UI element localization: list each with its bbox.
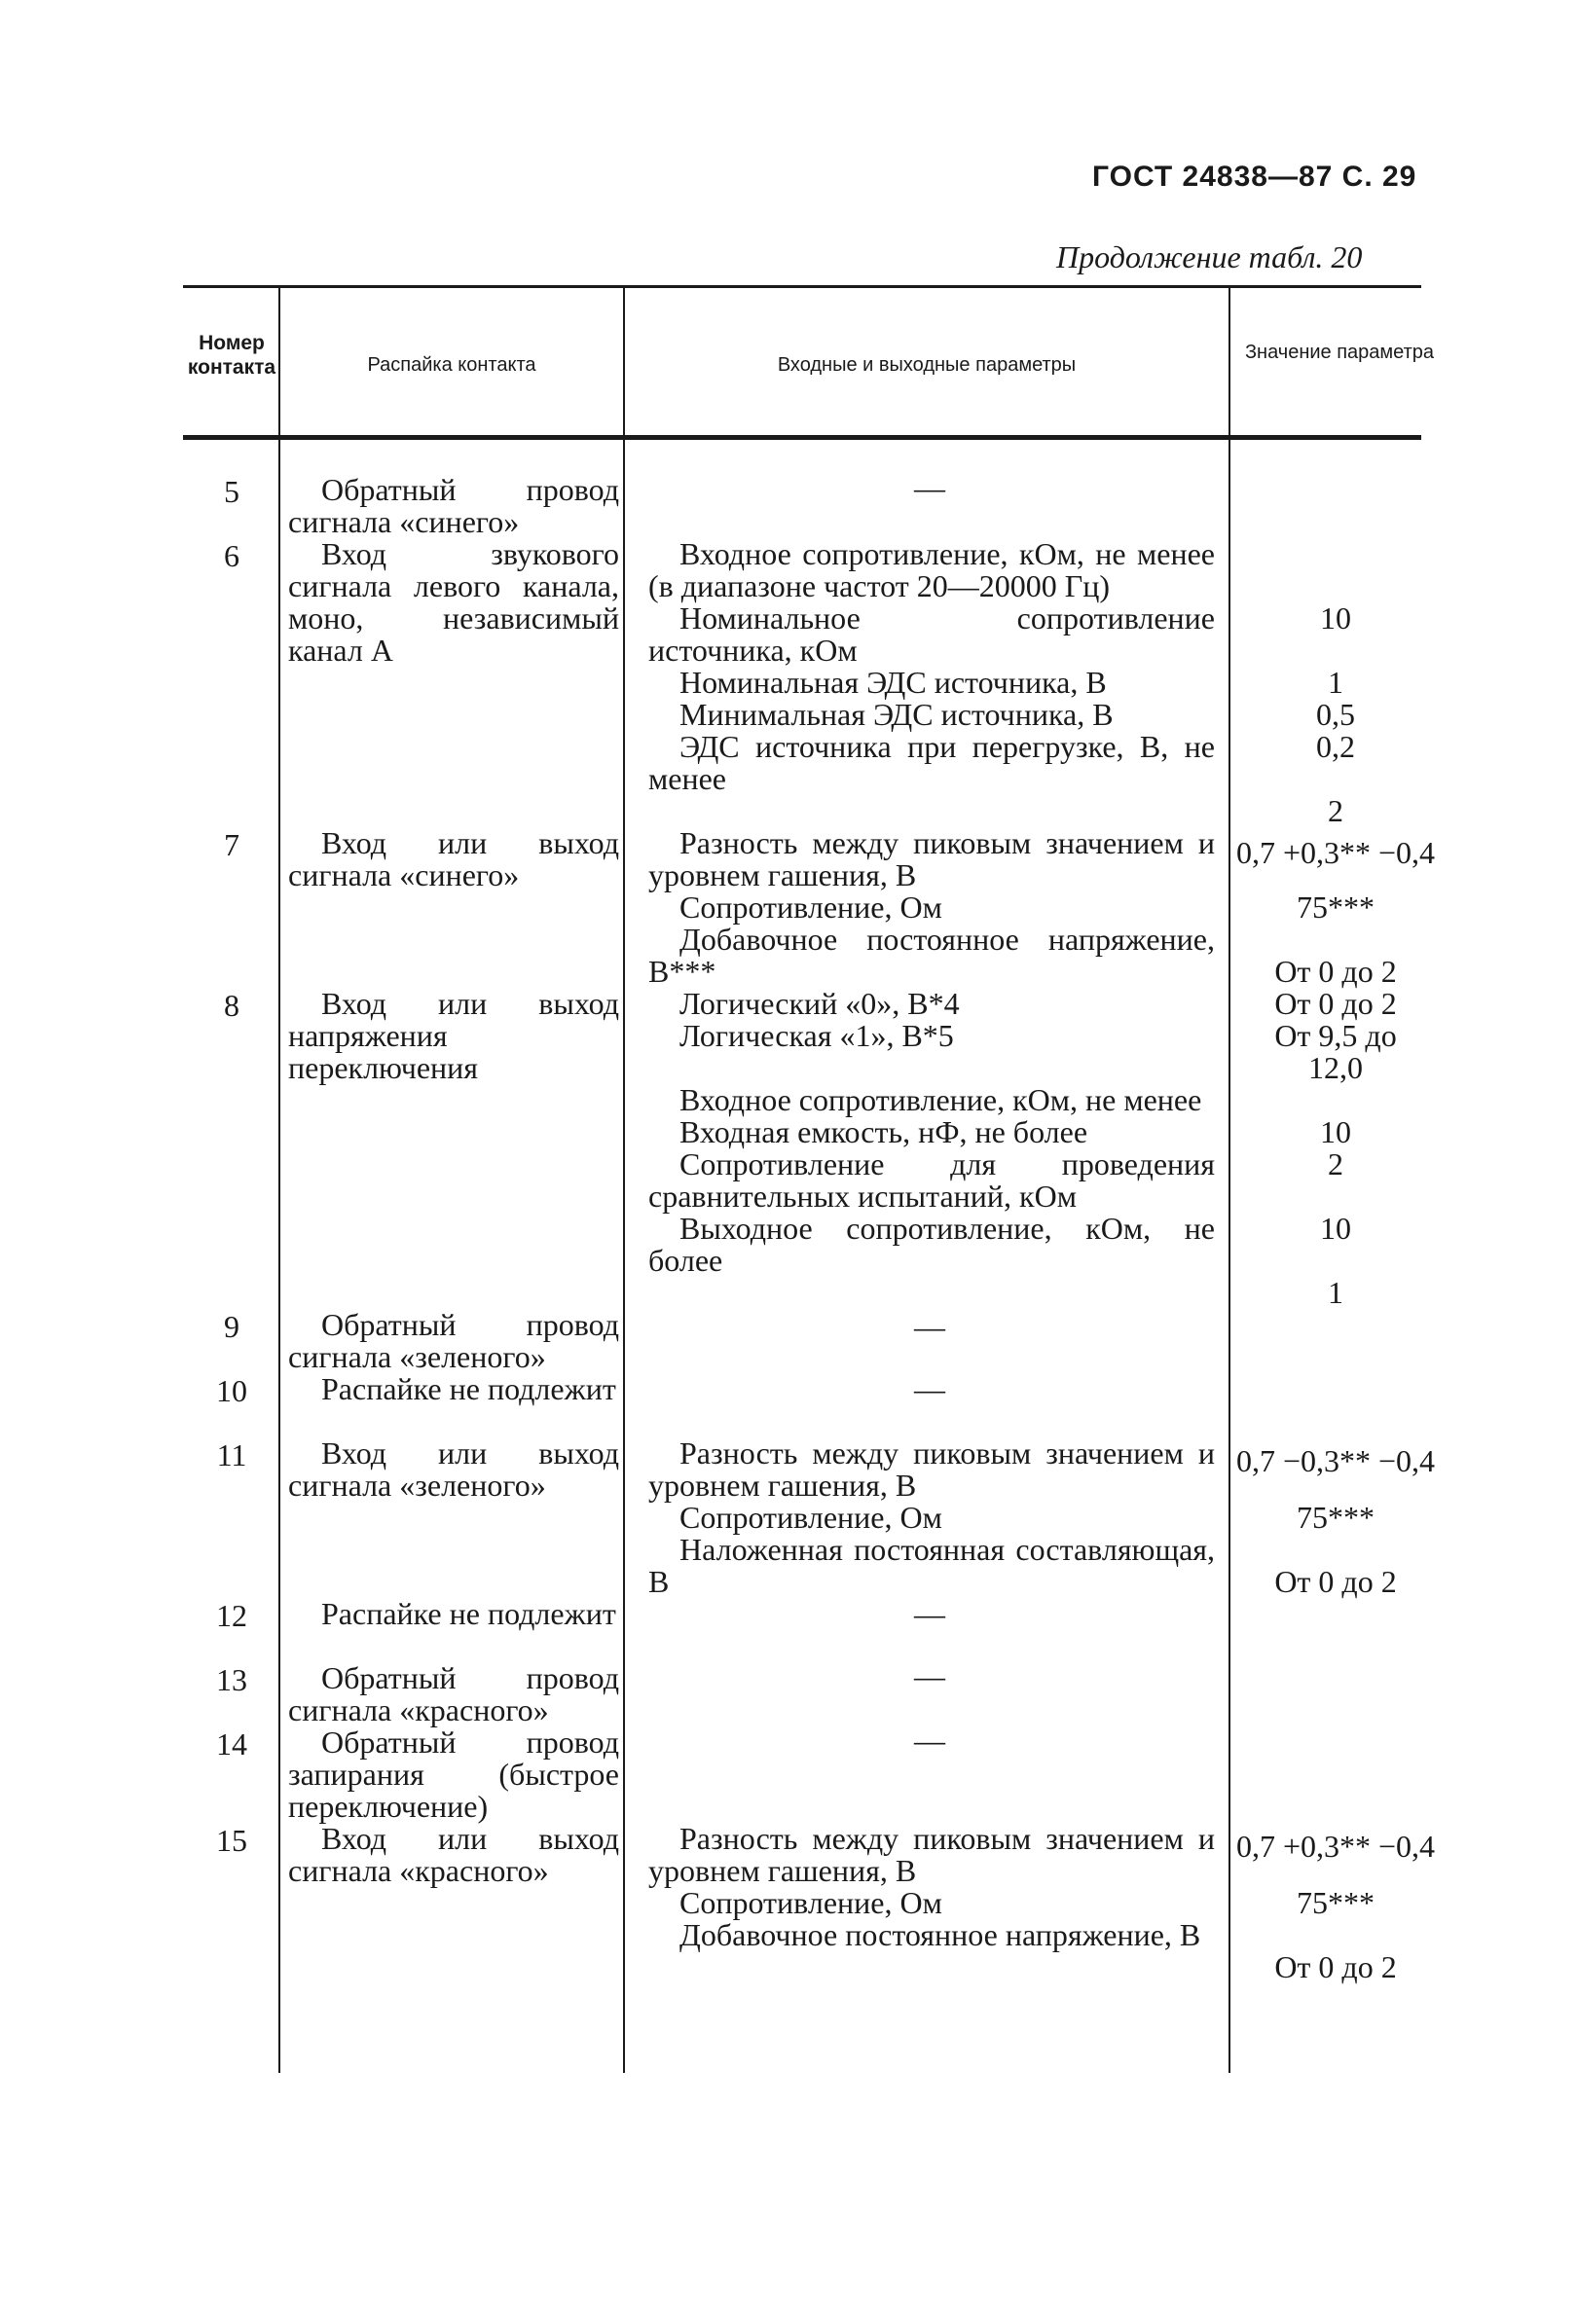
- row-7-param-1: Разность между пиковым значением и уровнем гашения, В: [648, 825, 1215, 892]
- row-11-param-1: Разность между пиковым значением и уровнем гашения, В: [648, 1435, 1215, 1503]
- row-10-number: 10: [216, 1373, 247, 1408]
- row-13-number: 13: [216, 1662, 247, 1697]
- table-caption: Продолжение табл. 20: [1056, 239, 1363, 274]
- row-11-contact: Вход или выход сигнала «зеленого»: [288, 1435, 619, 1503]
- row-15-value-1: 0,7 +0,3** −0,4: [1235, 1829, 1436, 1864]
- row-7-params: [648, 827, 1215, 988]
- row-5-contact: Обратный провод сигнала «синего»: [288, 472, 619, 539]
- row-9-param: —: [914, 1309, 945, 1344]
- row-13-param: —: [914, 1658, 945, 1693]
- row-7-value-1: 0,7 +0,3** −0,4: [1235, 835, 1436, 870]
- row-8-param-5: Сопротивление для проведения сравнительных испытаний, кОм: [648, 1146, 1215, 1214]
- row-15-contact: Вход или выход сигнала «красного»: [288, 1821, 619, 1888]
- row-8-param-6: Выходное сопротивление, кОм, не более: [648, 1211, 1215, 1278]
- row-13-contact: Обратный провод сигнала «красного»: [288, 1660, 619, 1727]
- column-header-value: Значение параметра: [1244, 342, 1435, 363]
- row-5-param: —: [914, 470, 945, 505]
- row-6-params: [648, 538, 1215, 795]
- row-7-contact: Вход или выход сигнала «синего»: [288, 825, 619, 892]
- column-divider-1: [278, 288, 280, 2073]
- row-11-number: 11: [216, 1437, 247, 1472]
- row-8-param-3: Входное сопротивление, кОм, не менее: [679, 1082, 1202, 1117]
- row-8-value-3: 10: [1320, 1114, 1351, 1149]
- row-8-value-1: От 0 до 2: [1274, 986, 1397, 1021]
- row-15-param-2: Сопротивление, Ом: [679, 1885, 942, 1920]
- row-8-param-4: Входная емкость, нФ, не более: [679, 1114, 1088, 1149]
- row-7-param-2: Сопротивление, Ом: [679, 890, 942, 925]
- column-header-contact: Распайка контакта: [367, 354, 536, 376]
- row-7-number: 7: [224, 827, 239, 862]
- row-8-contact: Вход или выход напряжения переключения: [288, 986, 619, 1085]
- row-14-contact: Обратный провод запирания (быстрое переключение): [288, 1725, 619, 1824]
- row-10-contact: Распайке не подлежит: [321, 1371, 616, 1406]
- column-header-number: Номер контакта: [187, 332, 276, 379]
- row-6-value-1: 10: [1320, 600, 1351, 635]
- row-8-param-1: Логический «0», В*4: [679, 986, 960, 1021]
- row-8-value-5: 10: [1320, 1211, 1351, 1246]
- row-6-param-1: Входное сопротивление, кОм, не менее (в диапазоне частот 20—20000 Гц): [648, 536, 1215, 603]
- row-11-value-2: 75***: [1297, 1500, 1375, 1535]
- row-11-param-3: Наложенная постоянная составляющая, В: [648, 1532, 1215, 1599]
- row-9-number: 9: [224, 1309, 239, 1344]
- row-11-param-2: Сопротивление, Ом: [679, 1500, 942, 1535]
- row-12-number: 12: [216, 1598, 247, 1633]
- row-6-param-2: Номинальное сопротивление источника, кОм: [648, 600, 1215, 668]
- row-11-value-3: От 0 до 2: [1274, 1564, 1397, 1599]
- row-8-param-2: Логическая «1», В*5: [679, 1018, 954, 1053]
- row-14-number: 14: [216, 1726, 247, 1761]
- row-6-contact: Вход звукового сигнала левого канала, моно, независимый канал А: [288, 536, 619, 668]
- row-12-contact: Распайке не подлежит: [321, 1596, 616, 1631]
- row-6-number: 6: [224, 538, 239, 573]
- row-6-value-2: 1: [1328, 665, 1343, 700]
- row-12-param: —: [914, 1596, 945, 1631]
- row-10-param: —: [914, 1371, 945, 1406]
- row-11-params: [648, 1437, 1215, 1598]
- row-8-value-4: 2: [1328, 1146, 1343, 1181]
- row-7-param-3: Добавочное постоянное напряжение, В***: [648, 922, 1215, 989]
- row-15-params: [648, 1823, 1215, 1951]
- row-6-value-4: 0,2: [1316, 729, 1355, 764]
- row-8-value-2: От 9,5 до 12,0: [1274, 1018, 1397, 1085]
- row-15-param-3: Добавочное постоянное напряжение, В: [679, 1917, 1201, 1952]
- row-7-value-2: 75***: [1297, 890, 1375, 925]
- row-14-param: —: [914, 1723, 945, 1758]
- row-15-value-3: От 0 до 2: [1274, 1949, 1397, 1984]
- row-6-param-5: ЭДС источника при перегрузке, В, не менее: [648, 729, 1215, 796]
- page-header: ГОСТ 24838—87 С. 29: [1092, 161, 1417, 193]
- row-6-param-3: Номинальная ЭДС источника, В: [679, 665, 1107, 700]
- row-6-value-3: 0,5: [1316, 697, 1355, 732]
- row-6-param-4: Минимальная ЭДС источника, В: [679, 697, 1114, 732]
- row-15-param-1: Разность между пиковым значением и уровнем гашения, В: [648, 1821, 1215, 1888]
- row-8-number: 8: [224, 988, 239, 1023]
- column-header-params: Входные и выходные параметры: [777, 354, 1077, 376]
- row-15-number: 15: [216, 1823, 247, 1858]
- row-11-value-1: 0,7 −0,3** −0,4: [1235, 1443, 1436, 1478]
- table-top-rule: [183, 285, 1421, 288]
- column-divider-3: [1229, 288, 1230, 2073]
- row-9-contact: Обратный провод сигнала «зеленого»: [288, 1307, 619, 1374]
- row-6-value-5: 2: [1328, 793, 1343, 828]
- row-8-params: [648, 988, 1215, 1277]
- row-7-value-3: От 0 до 2: [1274, 954, 1397, 989]
- header-bottom-rule: [183, 435, 1421, 440]
- column-divider-2: [623, 288, 625, 2073]
- row-5-number: 5: [224, 474, 239, 509]
- row-8-value-6: 1: [1328, 1275, 1343, 1310]
- row-15-value-2: 75***: [1297, 1885, 1375, 1920]
